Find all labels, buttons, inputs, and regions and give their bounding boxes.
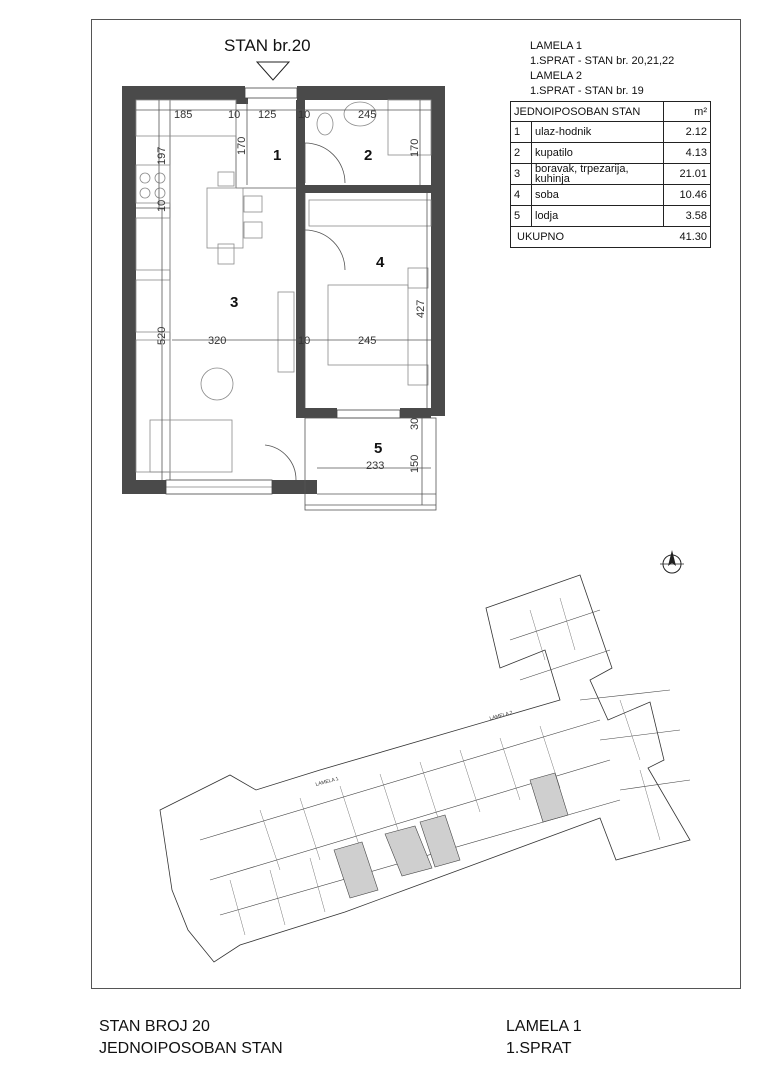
total-value: 41.30 — [664, 227, 711, 248]
site-label: LAMELA 1 — [314, 776, 340, 788]
room-number: 1 — [511, 122, 532, 143]
partitions — [136, 100, 436, 510]
room-number-label: 5 — [374, 440, 383, 457]
room-name: kupatilo — [532, 143, 664, 164]
site-plan — [160, 575, 690, 962]
footer-left-2: JEDNOIPOSOBAN STAN — [99, 1040, 283, 1057]
table-unit: m² — [664, 102, 711, 122]
room-area: 2.12 — [664, 122, 711, 143]
info-line-2: 1.SPRAT - STAN br. 20,21,22 — [530, 55, 675, 67]
entrance-marker-icon — [257, 62, 289, 80]
room-number: 3 — [511, 164, 532, 185]
footer-right-2: 1.SPRAT — [506, 1040, 572, 1057]
north-arrow-icon — [660, 550, 684, 573]
dim-label: 427 — [415, 299, 427, 318]
dim-label: 185 — [174, 109, 193, 121]
room-number-label: 4 — [376, 254, 385, 271]
dim-label: 197 — [156, 146, 168, 165]
dim-label: 10 — [298, 335, 311, 347]
site-label: LAMELA 2 — [488, 710, 514, 722]
room-area: 21.01 — [664, 164, 711, 185]
footer-right-1: LAMELA 1 — [506, 1018, 582, 1035]
table-header: JEDNOIPOSOBAN STAN — [511, 102, 664, 122]
dim-label: 30 — [409, 417, 421, 430]
room-area: 3.58 — [664, 206, 711, 227]
info-line-1: LAMELA 1 — [530, 40, 582, 52]
room-number-label: 1 — [273, 147, 282, 164]
dim-label: 10 — [156, 199, 168, 212]
room-area: 10.46 — [664, 185, 711, 206]
info-line-3: LAMELA 2 — [530, 70, 582, 82]
dim-label: 170 — [236, 136, 248, 155]
walls — [122, 86, 445, 494]
dim-label: 520 — [156, 326, 168, 345]
footer-left-1: STAN BROJ 20 — [99, 1018, 210, 1035]
dim-label: 245 — [358, 109, 377, 121]
room-name: boravak, trpezarija, kuhinja — [532, 164, 664, 185]
total-label: UKUPNO — [511, 227, 664, 248]
dim-label: 125 — [258, 109, 277, 121]
room-name: lodja — [532, 206, 664, 227]
dim-label: 150 — [409, 454, 421, 473]
room-number: 4 — [511, 185, 532, 206]
room-name: soba — [532, 185, 664, 206]
room-number-label: 2 — [364, 147, 373, 164]
dim-label: 233 — [366, 460, 385, 472]
dim-label: 10 — [228, 109, 241, 121]
dim-label: 320 — [208, 335, 227, 347]
dim-label: 10 — [298, 109, 311, 121]
room-number: 5 — [511, 206, 532, 227]
room-number-label: 3 — [230, 294, 239, 311]
room-name: ulaz-hodnik — [532, 122, 664, 143]
dimension-lines — [136, 100, 431, 505]
plan-title: STAN br.20 — [224, 36, 311, 55]
info-line-4: 1.SPRAT - STAN br. 19 — [530, 85, 644, 97]
dim-label: 245 — [358, 335, 377, 347]
room-area: 4.13 — [664, 143, 711, 164]
dim-label: 170 — [409, 138, 421, 157]
room-number: 2 — [511, 143, 532, 164]
